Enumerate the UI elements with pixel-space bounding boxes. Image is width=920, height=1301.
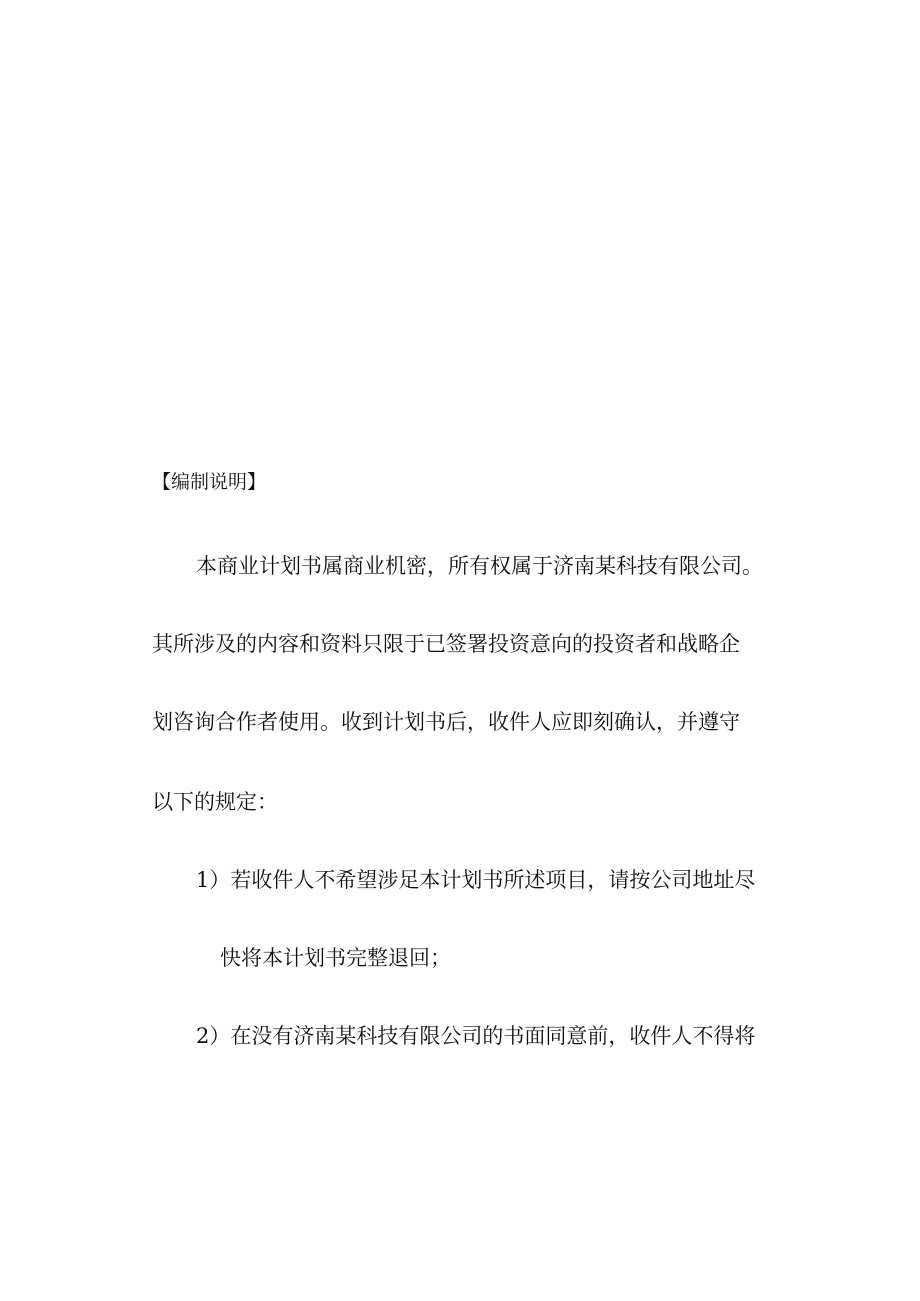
list-item xyxy=(196,866,755,894)
list-item-marker: 2） xyxy=(196,1024,231,1048)
list-item xyxy=(196,1022,755,1050)
paragraph-line: 划咨询合作者使用。收到计划书后，收件人应即刻确认，并遵守 xyxy=(152,710,740,734)
section-heading: 【编制说明】 xyxy=(152,471,267,493)
list-item-marker: 1） xyxy=(196,868,231,892)
list-item-text: 在没有济南某科技有限公司的书面同意前，收件人不得将 xyxy=(230,1024,756,1048)
paragraph-line: 以下的规定： xyxy=(152,790,278,814)
list-item-text: 若收件人不希望涉足本计划书所述项目，请按公司地址尽 xyxy=(230,868,756,892)
paragraph-line: 本商业计划书属商业机密，所有权属于济南某科技有限公司。 xyxy=(196,554,763,578)
list-item-continuation: 快将本计划书完整退回； xyxy=(220,946,451,970)
paragraph-line: 其所涉及的内容和资料只限于已签署投资意向的投资者和战略企 xyxy=(152,632,740,656)
